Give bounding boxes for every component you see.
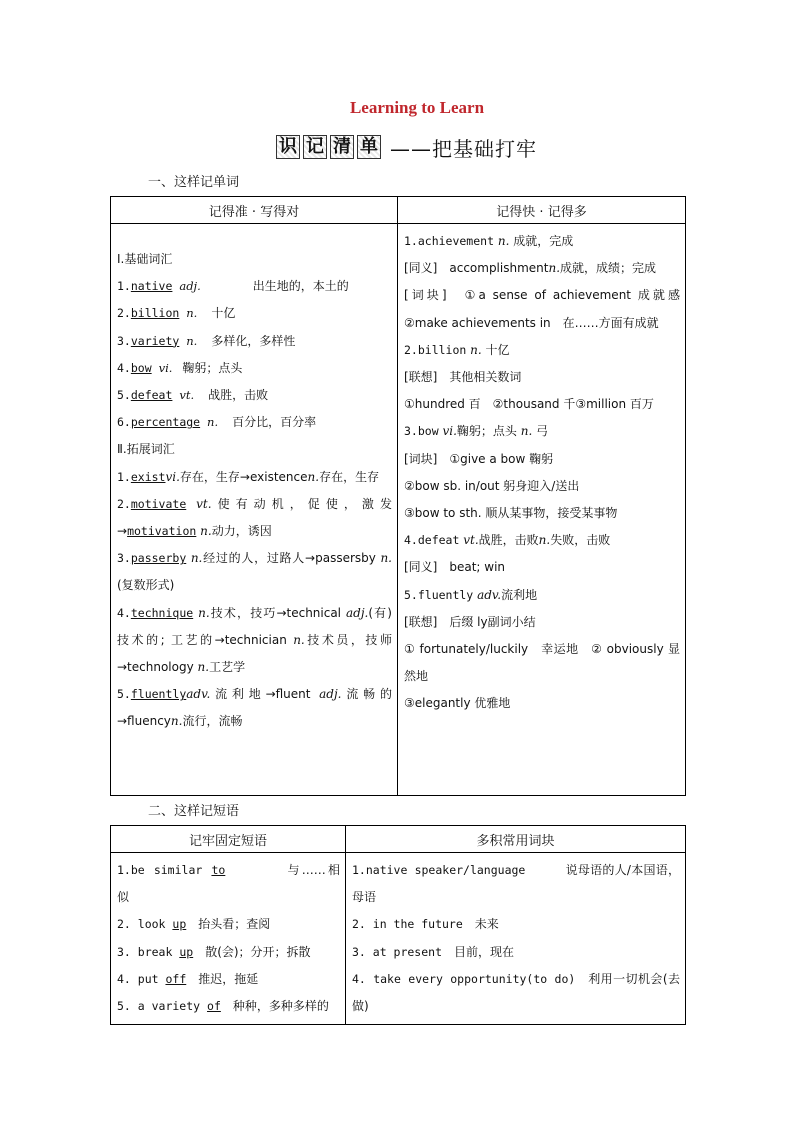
table-header: 记得准 · 写得对 (111, 197, 398, 224)
word-entry: 3.passerby n.经过的人，过路人→passersby n.(复数形式) (117, 551, 392, 593)
banner-badge (276, 135, 384, 159)
table-header: 记得快 · 记得多 (398, 197, 686, 224)
note-line: ②bow sb. in/out 躬身迎入/送出 (404, 478, 580, 493)
phrase-item: 5. a variety of 种种，多种多样的 (117, 999, 329, 1014)
phrases-right-cell (346, 853, 686, 1025)
phrase-item: 1.be similar to 与……相似 (117, 863, 340, 905)
phrase-item: 3. at present 目前，现在 (352, 944, 515, 959)
word-entry: 3.variety n. 多样化，多样性 (117, 333, 296, 348)
vocabulary-table (110, 196, 693, 796)
note-line: ① fortunately/luckily 幸运地 ② obviously 显然地 (404, 642, 680, 684)
section-banner (276, 134, 537, 160)
section-heading-words: 一、这样记单词 (148, 175, 240, 190)
word-entry: 1.existvi.存在，生存→existencen.存在，生存 (117, 469, 380, 484)
banner-text: ——把基础打牢 (390, 136, 537, 161)
table-header: 多积常用词块 (346, 826, 686, 853)
section-heading-phrases: 二、这样记短语 (148, 804, 240, 819)
note-line: ③bow to sth. 顺从某事物，接受某事物 (404, 506, 618, 521)
word-entry: 5.fluentlyadv.流利地→fluent adj.流畅的→fluencyn.流行，流畅 (117, 687, 392, 729)
banner-char: 单 (357, 135, 381, 159)
word-entry: 2.billion n. 十亿 (117, 306, 236, 321)
note-line: ①hundred 百 ②thousand 千③million 百万 (404, 397, 654, 412)
note-line: 1.achievement n. 成就，完成 (404, 234, 574, 248)
phrase-item: 4. take every opportunity(to do) 利用一切机会(去做) (352, 971, 680, 1014)
note-line: 2.billion n. 十亿 (404, 342, 510, 357)
page-title: Learning to Learn (349, 98, 485, 117)
vocab-right-cell (398, 224, 693, 796)
word-entry: 6.percentage n. 百分比，百分率 (117, 415, 317, 430)
note-line: ③elegantly 优雅地 (404, 696, 511, 711)
phrase-item: 4. put off 推迟，拖延 (117, 971, 259, 986)
banner-char: 识 (276, 135, 300, 159)
word-entry: 1.native adj. 出生地的，本土的 (117, 279, 349, 294)
banner-char: 记 (303, 135, 327, 159)
phrase-item: 1.native speaker/language 说母语的人/本国语，母语 (352, 863, 681, 905)
note-line: [词块] ①a sense of achievement 成就感 ②make achievements in 在……方面有成就 (404, 288, 693, 330)
word-entry: 4.bow vi. 鞠躬；点头 (117, 360, 243, 375)
note-line: [同义] beat; win (404, 560, 506, 575)
word-entry: 2.motivate vt.使有动机，促使，激发→motivation n.动力，诱因 (117, 496, 392, 539)
word-entry: 4.technique n.技术，技巧→technical adj.(有)技术的; 工艺的→technician n.技术员，技师→technology n.工艺学 (117, 605, 392, 675)
note-line: [同义] accomplishmentn.成就，成绩；完成 (404, 261, 657, 276)
phrase-item: 3. break up 散(会)；分开；拆散 (117, 944, 311, 959)
note-line: 3.bow vi.鞠躬；点头 n. 弓 (404, 424, 549, 439)
phrases-left-cell (111, 853, 346, 1025)
word-entry: 5.defeat vt. 战胜，击败 (117, 388, 269, 403)
subheading: Ⅰ.基础词汇 (117, 252, 173, 266)
vocab-left-cell (111, 224, 398, 796)
phrases-table (110, 825, 686, 1025)
note-line: 4.defeat vt.战胜，击败n.失败，击败 (404, 533, 611, 548)
note-line: 5.fluently adv.流利地 (404, 587, 538, 602)
note-line: [联想] 后缀 ly副词小结 (404, 614, 536, 629)
banner-char: 清 (330, 135, 354, 159)
table-header: 记牢固定短语 (111, 826, 346, 853)
note-line: [词块] ①give a bow 鞠躬 (404, 451, 554, 466)
note-line: [联想] 其他相关数词 (404, 370, 522, 385)
subheading: Ⅱ.拓展词汇 (117, 442, 175, 457)
phrase-item: 2. in the future 未来 (352, 917, 499, 932)
phrase-item: 2. look up 抬头看；查阅 (117, 917, 271, 932)
